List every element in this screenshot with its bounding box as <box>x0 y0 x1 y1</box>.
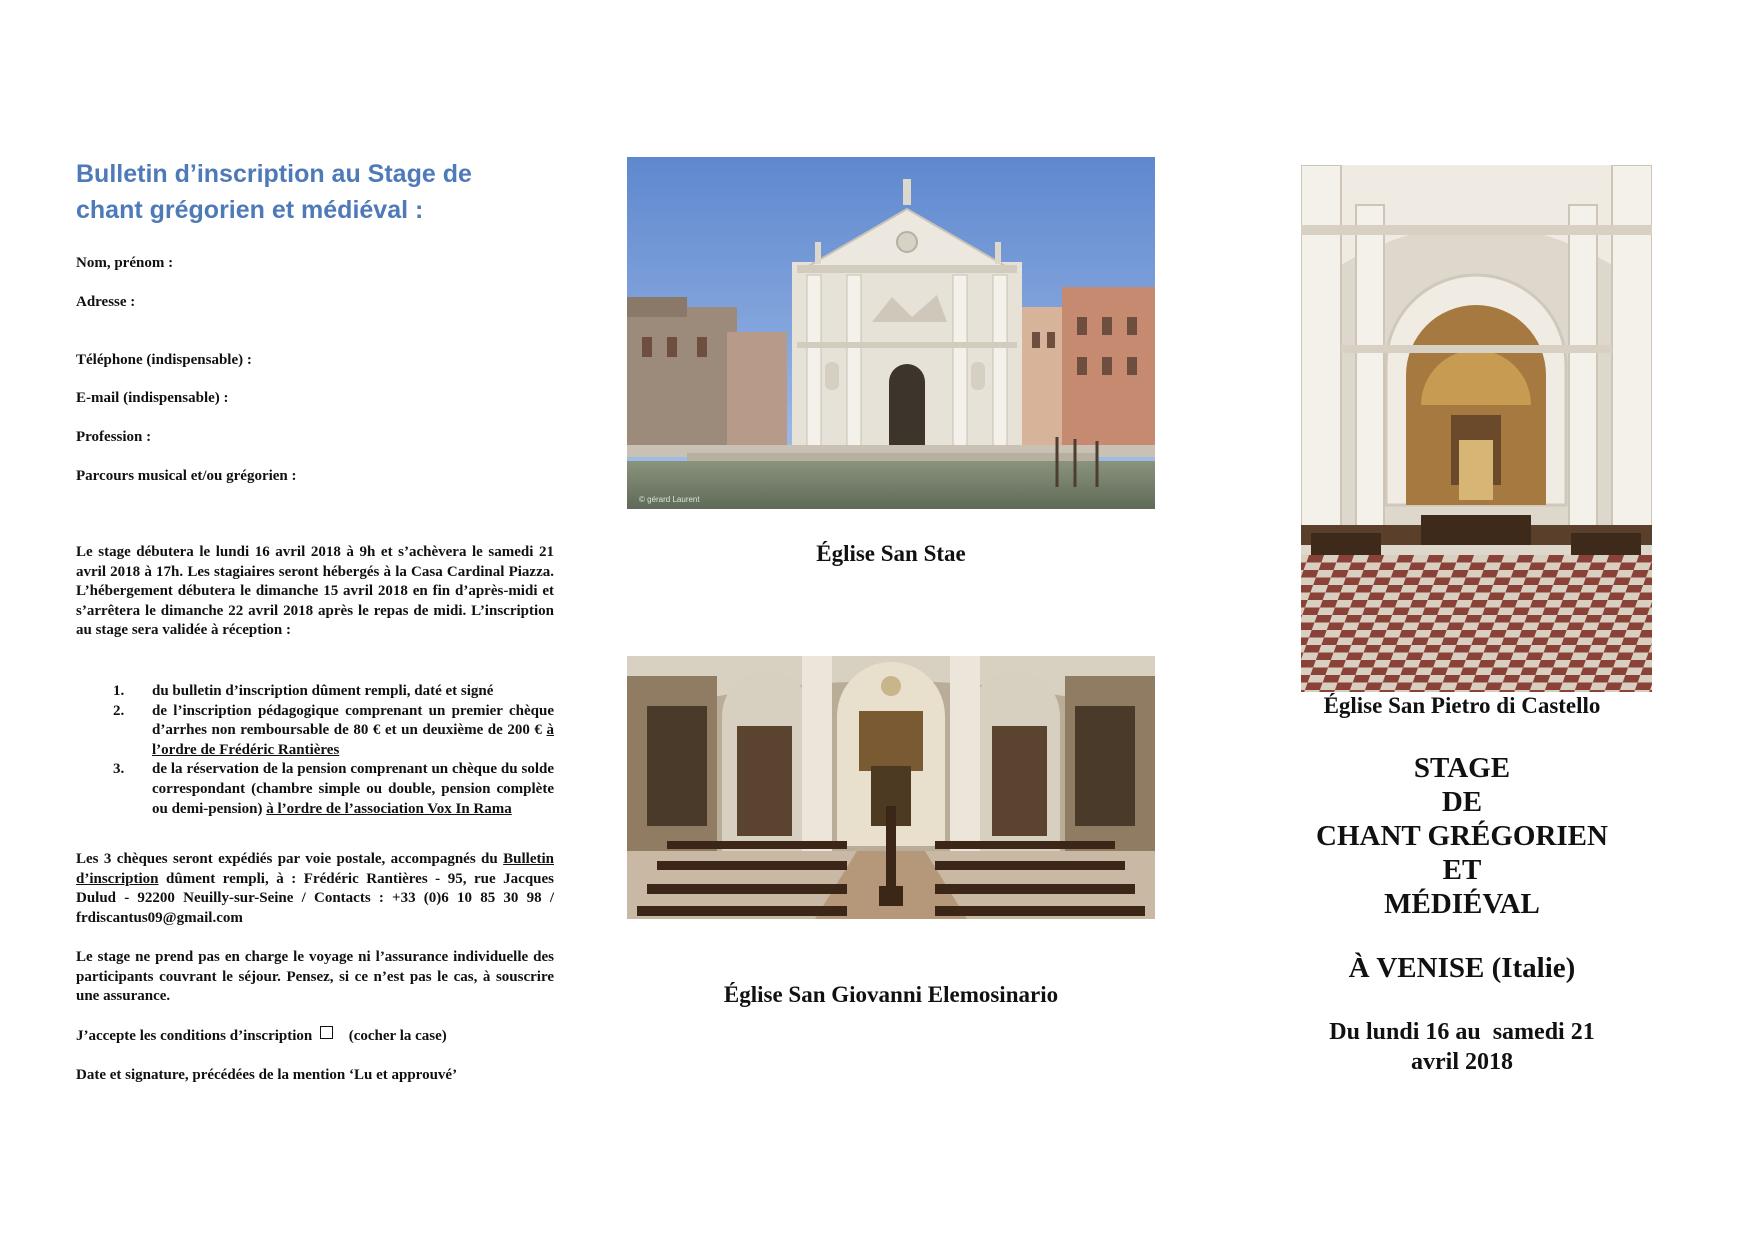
photo-san-stae <box>627 157 1155 509</box>
stage-title-line: DE <box>1441 786 1483 818</box>
postal-paragraph <box>76 850 554 928</box>
step-number: 1. <box>113 683 125 699</box>
photo-san-giovanni <box>627 656 1155 919</box>
stage-title <box>1282 751 1642 921</box>
accept-conditions-label: J’accepte les conditions d’inscription <box>76 1028 313 1044</box>
stage-title-line: CHANT GRÉGORIEN <box>1316 820 1608 852</box>
photo-san-pietro <box>1301 165 1652 692</box>
field-name-label: Nom, prénom : <box>76 255 174 271</box>
caption-san-pietro: Église San Pietro di Castello <box>1323 693 1601 718</box>
postal-suffix: dûment rempli, à : Frédéric Rantières - 95, rue Jacques Dulud - 92200 Neuilly-sur-Seine / Contacts : +33 (0)6 10 85 30 98 / frdiscantus09@gmail.com <box>76 870 555 926</box>
stage-dates-line-1: Du lundi 16 au samedi 21 <box>1329 1019 1595 1045</box>
postal-bulletin-link: Bulletin d’inscription <box>76 851 555 887</box>
form-title <box>76 156 536 228</box>
step-text: du bulletin d’inscription dûment rempli, daté et signé <box>152 683 494 699</box>
field-phone-label: Téléphone (indispensable) : <box>76 352 252 368</box>
step-number: 3. <box>113 761 125 778</box>
san-pietro-interior-illustration <box>1301 165 1652 692</box>
stage-title-line: STAGE <box>1413 752 1511 784</box>
field-profession-label: Profession : <box>76 429 152 445</box>
step-payee: à l’ordre de Frédéric Rantières <box>152 722 554 758</box>
san-stae-facade-illustration <box>627 157 1155 509</box>
list-item <box>76 702 554 761</box>
caption-san-stae: Église San Stae <box>816 541 966 566</box>
accept-conditions-hint: (cocher la case) <box>348 1028 447 1044</box>
step-payee: à l’ordre de l’association Vox In Rama <box>266 800 512 817</box>
stage-location: À VENISE (Italie) <box>1348 952 1576 984</box>
step-text: de l’inscription pédagogique comprenant un premier chèque d’arrhes non remboursable de 80 € et un deuxième de 200 € <box>152 702 554 739</box>
stage-title-line: MÉDIÉVAL <box>1384 888 1540 920</box>
form-title-line-2: chant grégorien et médiéval : <box>76 196 424 224</box>
step-number: 2. <box>113 702 125 719</box>
photo-credit: © gérard Laurent <box>639 495 700 504</box>
accept-conditions-row <box>76 1026 554 1045</box>
san-giovanni-interior-illustration <box>627 656 1155 919</box>
list-item <box>76 682 554 702</box>
field-address-label: Adresse : <box>76 294 136 310</box>
validation-steps-list <box>76 682 554 819</box>
stage-intro-paragraph: Le stage débutera le lundi 16 avril 2018 à 9h et s’achèvera le samedi 21 avril 2018 à 17h. Les stagiaires seront hébergés à la Casa Cardinal Piazza. L’hébergement débutera le dimanche 15 avril 2018 en fin d’après-midi et s’arrêtera le dimanche 22 avril 2018 après le repas de midi. L’inscription au stage sera validée à réception : <box>76 544 554 639</box>
postal-prefix: Les 3 chèques seront expédiés par voie postale, accompagnés du <box>76 851 498 867</box>
list-item <box>76 760 554 819</box>
field-background-label: Parcours musical et/ou grégorien : <box>76 468 297 484</box>
stage-dates <box>1282 1017 1642 1077</box>
stage-dates-line-2: avril 2018 <box>1411 1049 1513 1075</box>
stage-title-line: ET <box>1442 854 1482 886</box>
step-text: de la réservation de la pension comprenant un chèque du solde correspondant (chambre simple ou double, pension complète ou demi-pension) <box>152 761 554 817</box>
signature-label: Date et signature, précédées de la mention ‘Lu et approuvé’ <box>76 1067 458 1083</box>
caption-san-giovanni: Église San Giovanni Elemosinario <box>723 982 1059 1007</box>
field-email-label: E-mail (indispensable) : <box>76 390 229 406</box>
form-title-line-1: Bulletin d’inscription au Stage de <box>76 160 472 188</box>
insurance-paragraph: Le stage ne prend pas en charge le voyage ni l’assurance individuelle des participants couvrant le séjour. Pensez, si ce n’est pas le cas, à souscrire une assurance. <box>76 949 554 1005</box>
accept-conditions-checkbox[interactable] <box>320 1026 333 1039</box>
